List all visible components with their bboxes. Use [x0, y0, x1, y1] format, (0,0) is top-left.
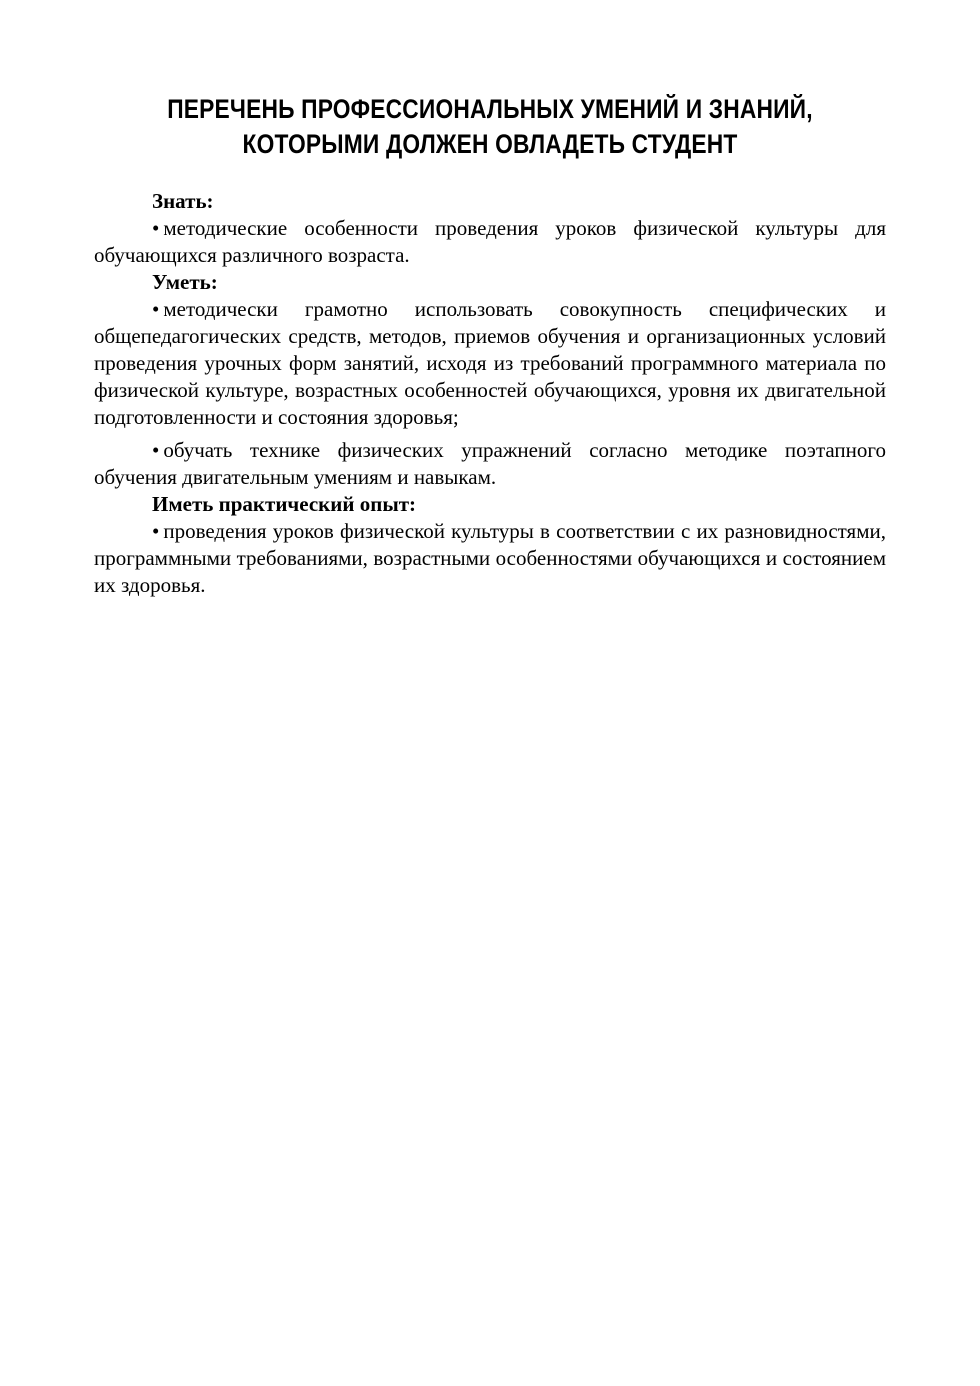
bullet-icon: •	[152, 438, 160, 462]
list-item-text: проведения уроков физической культуры в соответствии с их разновидностями, программными требованиями, возрастными особенностями обучающихся и состоянием их здоровья.	[94, 519, 886, 597]
list-item	[94, 518, 886, 599]
section-heading-know: Знать:	[152, 189, 214, 213]
section-can	[94, 269, 886, 491]
section-heading-experience: Иметь практический опыт:	[152, 492, 417, 516]
title-line-1: ПЕРЕЧЕНЬ ПРОФЕССИОНАЛЬНЫХ УМЕНИЙ И ЗНАНИЙ,	[167, 94, 813, 124]
document-page	[94, 92, 886, 599]
list-item	[94, 296, 886, 431]
list-item	[94, 215, 886, 269]
bullet-icon: •	[152, 216, 160, 240]
list-item-text: методические особенности проведения уроков физической культуры для обучающихся различного возраста.	[94, 216, 886, 267]
list-item	[94, 437, 886, 491]
section-heading-can: Уметь:	[152, 270, 218, 294]
title-line-2: КОТОРЫМИ ДОЛЖЕН ОВЛАДЕТЬ СТУДЕНТ	[242, 129, 738, 159]
document-body	[94, 188, 886, 599]
section-experience	[94, 491, 886, 599]
bullet-icon: •	[152, 297, 160, 321]
page-title	[149, 92, 830, 162]
list-item-text: методически грамотно использовать совокупность специфических и общепедагогических средств, методов, приемов обучения и организационных условий проведения урочных форм занятий, исходя из требований программного материала по физической культуре, возрастных особенностей обучающихся, уровня их двигательной подготовленности и состояния здоровья;	[94, 297, 886, 429]
bullet-icon: •	[152, 519, 160, 543]
list-item-text: обучать технике физических упражнений согласно методике поэтапного обучения двигательным умениям и навыкам.	[94, 438, 886, 489]
section-know	[94, 188, 886, 269]
